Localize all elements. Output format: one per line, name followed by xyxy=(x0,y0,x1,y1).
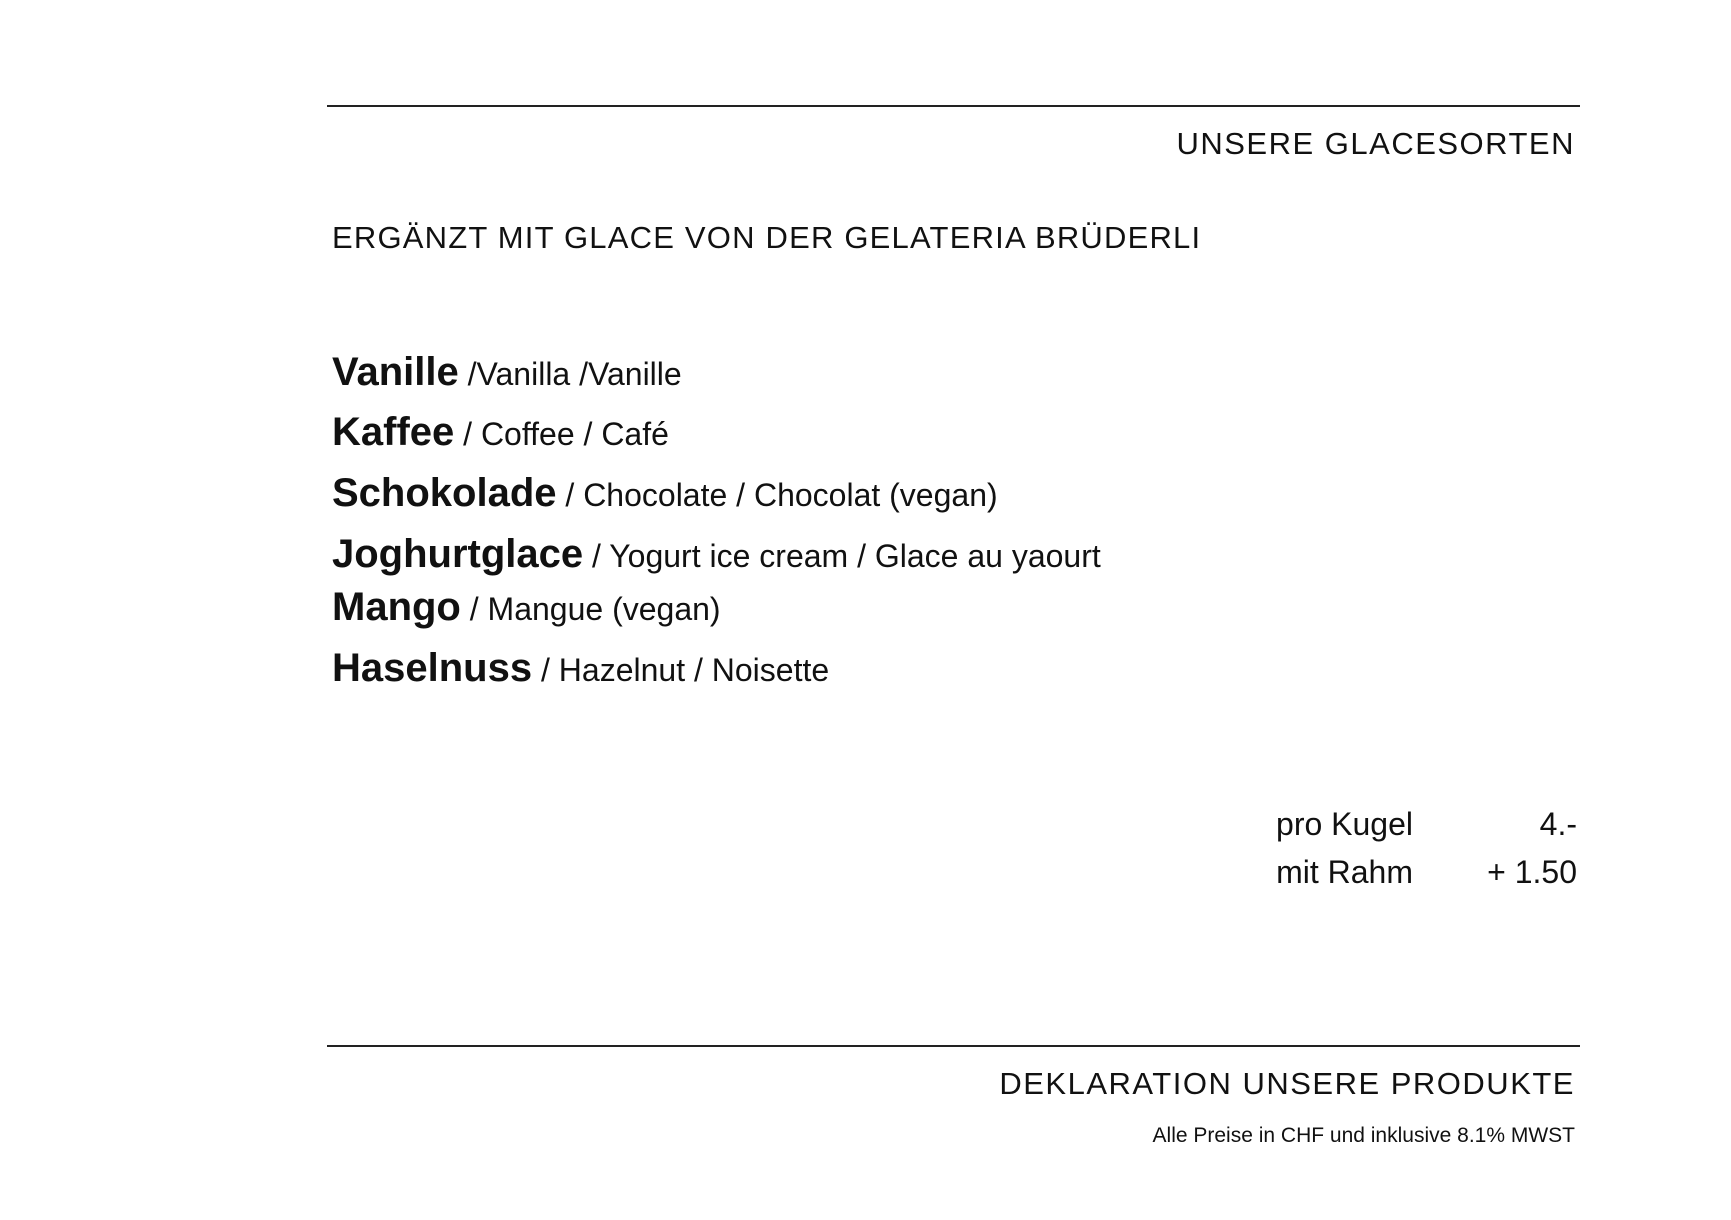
page-title: UNSERE GLACESORTEN xyxy=(1176,126,1575,161)
flavor-translation: / Chocolate / Chocolat (vegan) xyxy=(556,477,998,513)
declaration-title: DEKLARATION UNSERE PRODUKTE xyxy=(999,1066,1575,1101)
flavor-name: Mango xyxy=(332,585,461,629)
flavor-name: Kaffee xyxy=(332,410,455,454)
price-value: 4.- xyxy=(1539,806,1577,842)
flavor-translation: / Hazelnut / Noisette xyxy=(532,652,830,688)
flavor-translation: / Mangue (vegan) xyxy=(460,591,721,627)
price-list xyxy=(1247,806,1577,902)
flavor-name: Joghurtglace xyxy=(332,532,584,576)
price-row xyxy=(1247,854,1577,902)
page-subtitle: ERGÄNZT MIT GLACE VON DER GELATERIA BRÜDERLI xyxy=(332,220,1202,255)
top-divider xyxy=(327,105,1580,107)
flavor-name: Haselnuss xyxy=(332,646,533,690)
flavor-name: Vanille xyxy=(332,350,459,394)
flavor-name: Schokolade xyxy=(332,471,557,515)
flavor-item xyxy=(332,412,669,452)
price-label: pro Kugel xyxy=(1276,806,1413,842)
flavor-translation: / Coffee / Café xyxy=(454,416,669,452)
flavor-translation: /Vanilla /Vanille xyxy=(458,356,682,392)
price-value: + 1.50 xyxy=(1487,854,1577,890)
flavor-item xyxy=(332,473,998,513)
price-row xyxy=(1247,806,1577,854)
flavor-translation: / Yogurt ice cream / Glace au yaourt xyxy=(583,538,1101,574)
flavor-item xyxy=(332,587,721,627)
price-note: Alle Preise in CHF und inklusive 8.1% MWST xyxy=(1152,1124,1575,1147)
flavor-item xyxy=(332,648,829,688)
price-label: mit Rahm xyxy=(1276,854,1413,890)
flavor-item xyxy=(332,534,1101,574)
flavor-item xyxy=(332,352,682,392)
bottom-divider xyxy=(327,1045,1580,1047)
